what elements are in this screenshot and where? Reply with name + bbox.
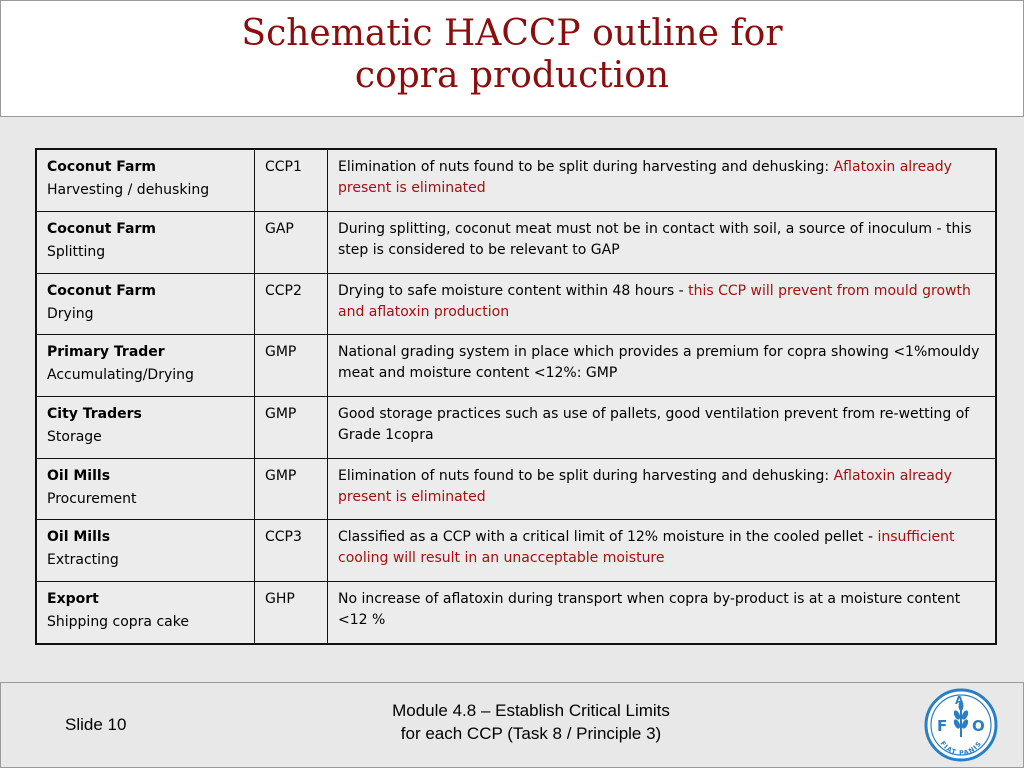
step-cell bbox=[36, 458, 255, 520]
slide-title bbox=[1, 13, 1023, 97]
table-row bbox=[36, 396, 996, 458]
description-cell bbox=[328, 520, 997, 582]
haccp-table bbox=[35, 148, 997, 645]
svg-text:A: A bbox=[955, 694, 964, 707]
description-text: Classified as a CCP with a critical limit of 12% moisture in the cooled pellet - bbox=[338, 529, 878, 546]
slide-header bbox=[0, 0, 1024, 117]
table-row bbox=[36, 335, 996, 397]
stage-activity: Accumulating/Drying bbox=[47, 367, 194, 384]
description-text: National grading system in place which provides a premium for copra showing <1%mouldy meat and moisture content <12%: GMP bbox=[338, 344, 980, 382]
svg-text:FIAT PANIS: FIAT PANIS bbox=[938, 739, 984, 758]
module-caption bbox=[331, 699, 731, 745]
slide-footer bbox=[0, 682, 1024, 768]
control-code: GMP bbox=[255, 396, 328, 458]
slide-title-line1: Schematic HACCP outline for bbox=[241, 13, 783, 54]
description-cell bbox=[328, 335, 997, 397]
stage-name: Coconut Farm bbox=[47, 282, 156, 299]
module-caption-line2: for each CCP (Task 8 / Principle 3) bbox=[400, 724, 662, 743]
control-code: GHP bbox=[255, 582, 328, 644]
step-cell bbox=[36, 520, 255, 582]
description-text: During splitting, coconut meat must not be in contact with soil, a source of inoculum - this step is considered to be relevant to GAP bbox=[338, 220, 972, 258]
control-code: CCP2 bbox=[255, 273, 328, 335]
description-highlight: this CCP will prevent from mould growth and aflatoxin production bbox=[338, 282, 971, 320]
step-cell bbox=[36, 335, 255, 397]
description-cell bbox=[328, 396, 997, 458]
control-code: GAP bbox=[255, 211, 328, 273]
stage-activity: Harvesting / dehusking bbox=[47, 182, 210, 198]
stage-activity: Storage bbox=[47, 428, 102, 445]
slide-number: Slide 10 bbox=[65, 715, 127, 734]
svg-text:F: F bbox=[937, 717, 948, 735]
control-code: CCP3 bbox=[255, 520, 328, 582]
stage-name: Oil Mills bbox=[47, 529, 111, 546]
description-highlight: insufficient cooling will result in an unacceptable moisture bbox=[338, 529, 955, 567]
description-cell bbox=[328, 273, 997, 335]
description-text: No increase of aflatoxin during transport when copra by-product is at a moisture content <12 % bbox=[338, 591, 961, 629]
description-highlight: Aflatoxin already present is eliminated bbox=[338, 159, 952, 196]
stage-activity: Splitting bbox=[47, 243, 106, 260]
description-cell bbox=[328, 211, 997, 273]
stage-activity: Shipping copra cake bbox=[47, 614, 189, 631]
stage-activity: Procurement bbox=[47, 490, 137, 507]
description-cell bbox=[328, 149, 997, 211]
fao-logo-icon bbox=[923, 687, 999, 763]
description-highlight: Aflatoxin already present is eliminated bbox=[338, 467, 952, 505]
step-cell bbox=[36, 273, 255, 335]
step-cell bbox=[36, 582, 255, 644]
step-cell bbox=[36, 211, 255, 273]
description-text: Drying to safe moisture content within 48 hours - bbox=[338, 282, 689, 299]
description-text: Elimination of nuts found to be split during harvesting and dehusking: bbox=[338, 467, 834, 484]
table-row bbox=[36, 211, 996, 273]
module-caption-line1: Module 4.8 – Establish Critical Limits bbox=[392, 701, 670, 720]
stage-name: Coconut Farm bbox=[47, 159, 156, 175]
stage-name: Oil Mills bbox=[47, 467, 111, 484]
table-row bbox=[36, 149, 996, 211]
description-cell bbox=[328, 458, 997, 520]
table-row bbox=[36, 458, 996, 520]
stage-name: Primary Trader bbox=[47, 344, 165, 361]
svg-text:O: O bbox=[972, 717, 985, 735]
control-code: GMP bbox=[255, 335, 328, 397]
stage-name: Coconut Farm bbox=[47, 220, 156, 237]
step-cell bbox=[36, 149, 255, 211]
control-code: GMP bbox=[255, 458, 328, 520]
stage-name: City Traders bbox=[47, 405, 142, 422]
description-text: Good storage practices such as use of pallets, good ventilation prevent from re-wetting of Grade 1copra bbox=[338, 405, 970, 443]
description-cell bbox=[328, 582, 997, 644]
stage-name: Export bbox=[47, 591, 99, 608]
stage-activity: Extracting bbox=[47, 552, 119, 569]
stage-activity: Drying bbox=[47, 305, 94, 322]
description-text: Elimination of nuts found to be split during harvesting and dehusking: bbox=[338, 159, 834, 175]
slide-title-line2: copra production bbox=[354, 55, 670, 96]
table-row bbox=[36, 520, 996, 582]
table-row bbox=[36, 582, 996, 644]
step-cell bbox=[36, 396, 255, 458]
control-code: CCP1 bbox=[255, 149, 328, 211]
table-row bbox=[36, 273, 996, 335]
